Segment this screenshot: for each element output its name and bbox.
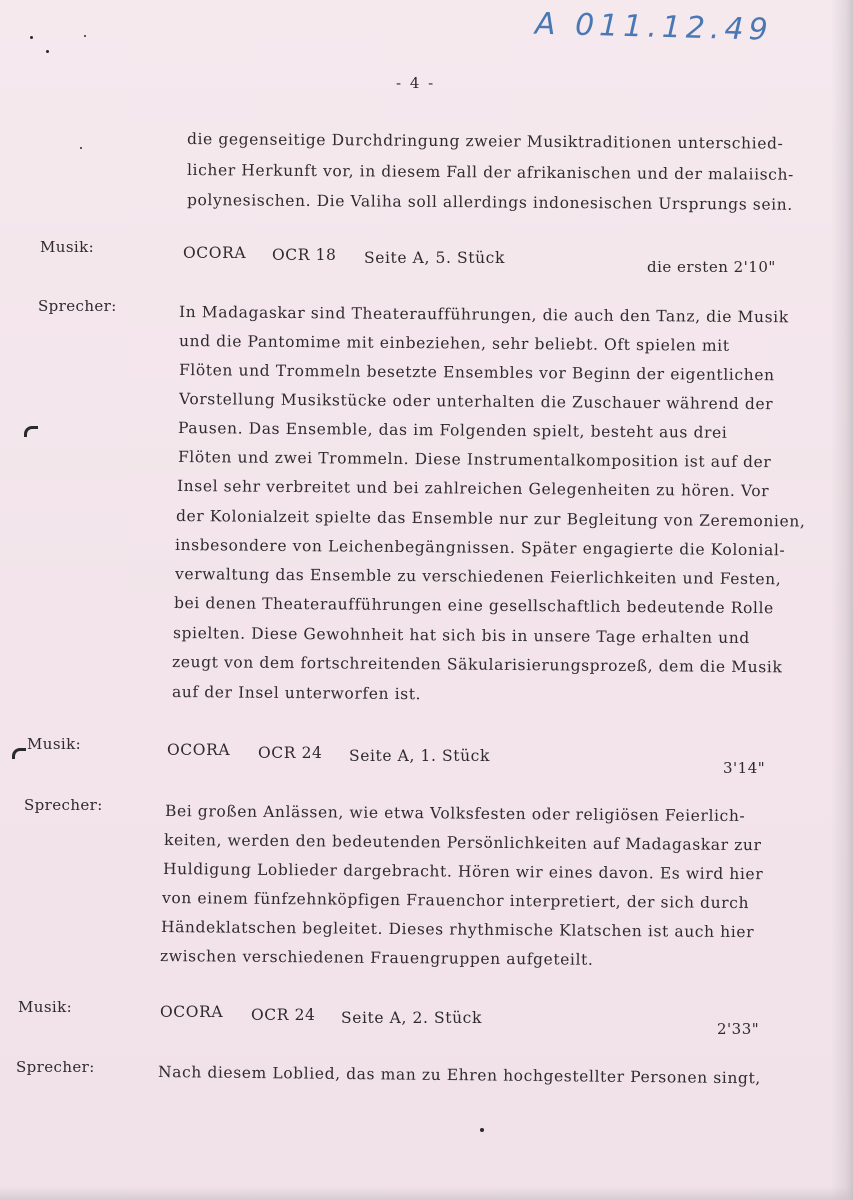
record-label: OCORA — [160, 1003, 224, 1021]
record-number: OCR 18 — [272, 246, 337, 264]
record-label: OCORA — [183, 244, 247, 262]
duration: 3'14" — [723, 759, 766, 777]
text-line: Insel sehr verbreitet und bei zahlreichen Gelegenheiten zu hören. Vor — [176, 477, 770, 501]
scan-speck — [80, 147, 82, 149]
scan-speck — [30, 36, 33, 39]
text-line: und die Pantomime mit einbeziehen, sehr beliebt. Oft spielen mit — [178, 332, 730, 355]
text-line: die gegenseitige Durchdringung zweier Musiktraditionen unterschied- — [186, 130, 784, 153]
sprecher-label: Sprecher: — [16, 1058, 95, 1076]
text-line: Bei großen Anlässen, wie etwa Volksfesten oder religiösen Feierlich- — [164, 802, 746, 826]
record-track: Seite A, 2. Stück — [341, 1009, 482, 1027]
text-line: Vorstellung Musikstücke oder unterhalten die Zuschauer während der — [178, 390, 774, 414]
text-line: auf der Insel unterworfen ist. — [171, 683, 422, 704]
text-line: Huldigung Loblieder dargebracht. Hören wir eines davon. Es wird hier — [162, 860, 764, 884]
text-line: zeugt von dem fortschreitenden Säkularisierungsprozeß, dem die Musik — [171, 653, 783, 677]
duration: die ersten 2'10" — [647, 258, 776, 276]
scan-mark — [24, 426, 38, 437]
text-line: Pausen. Das Ensemble, das im Folgenden spielt, besteht aus drei — [177, 419, 728, 442]
text-line: spielten. Diese Gewohnheit hat sich bis in unsere Tage erhalten und — [172, 624, 750, 648]
page-edge-shadow — [831, 0, 853, 1200]
record-track: Seite A, 1. Stück — [349, 747, 490, 765]
text-line: licher Herkunft vor, in diesem Fall der afrikanischen und der malaiisch- — [186, 161, 795, 184]
text-line: keiten, werden den bedeutenden Persönlichkeiten auf Madagaskar zur — [163, 831, 762, 855]
text-line: Nach diesem Loblied, das man zu Ehren hochgestellter Personen singt, — [157, 1063, 761, 1088]
record-label: OCORA — [167, 741, 231, 759]
text-line: zwischen verschiedenen Frauengruppen aufgeteilt. — [159, 947, 594, 969]
scan-speck — [46, 50, 49, 53]
text-line: In Madagaskar sind Theateraufführungen, die auch den Tanz, die Musik — [178, 303, 789, 327]
musik-label: Musik: — [18, 998, 73, 1016]
text-line: von einem fünfzehnköpfigen Frauenchor interpretiert, der sich durch — [161, 889, 750, 913]
duration: 2'33" — [717, 1020, 760, 1038]
text-line: der Kolonialzeit spielte das Ensemble nur zur Begleitung von Zeremonien, — [175, 507, 806, 531]
page-number: - 4 - — [396, 74, 436, 92]
scan-mark — [12, 748, 26, 759]
page-bottom-shadow — [0, 1186, 853, 1200]
text-line: Händeklatschen begleitet. Dieses rhythmische Klatschen ist auch hier — [160, 918, 755, 942]
musik-label: Musik: — [40, 238, 95, 256]
text-line: insbesondere von Leichenbegängnissen. Später engagierte die Kolonial- — [174, 536, 786, 560]
text-line: bei denen Theateraufführungen eine gesellschaftlich bedeutende Rolle — [173, 594, 774, 618]
record-number: OCR 24 — [258, 744, 323, 762]
text-line: Flöten und Trommeln besetzte Ensembles vor Beginn der eigentlichen — [178, 361, 775, 385]
scan-speck — [480, 1128, 484, 1132]
musik-label: Musik: — [27, 735, 82, 753]
text-line: verwaltung das Ensemble zu verschiedenen Feierlichkeiten und Festen, — [174, 565, 782, 589]
text-line: Flöten und zwei Trommeln. Diese Instrumentalkomposition ist auf der — [177, 448, 772, 472]
record-number: OCR 24 — [251, 1006, 316, 1024]
sprecher-label: Sprecher: — [38, 297, 117, 315]
record-track: Seite A, 5. Stück — [364, 249, 505, 267]
scan-speck — [84, 35, 86, 37]
text-line: polynesischen. Die Valiha soll allerdings indonesischen Ursprungs sein. — [186, 191, 793, 214]
sprecher-label: Sprecher: — [24, 796, 103, 814]
handwritten-annotation: A 011.12.49 — [534, 6, 774, 48]
